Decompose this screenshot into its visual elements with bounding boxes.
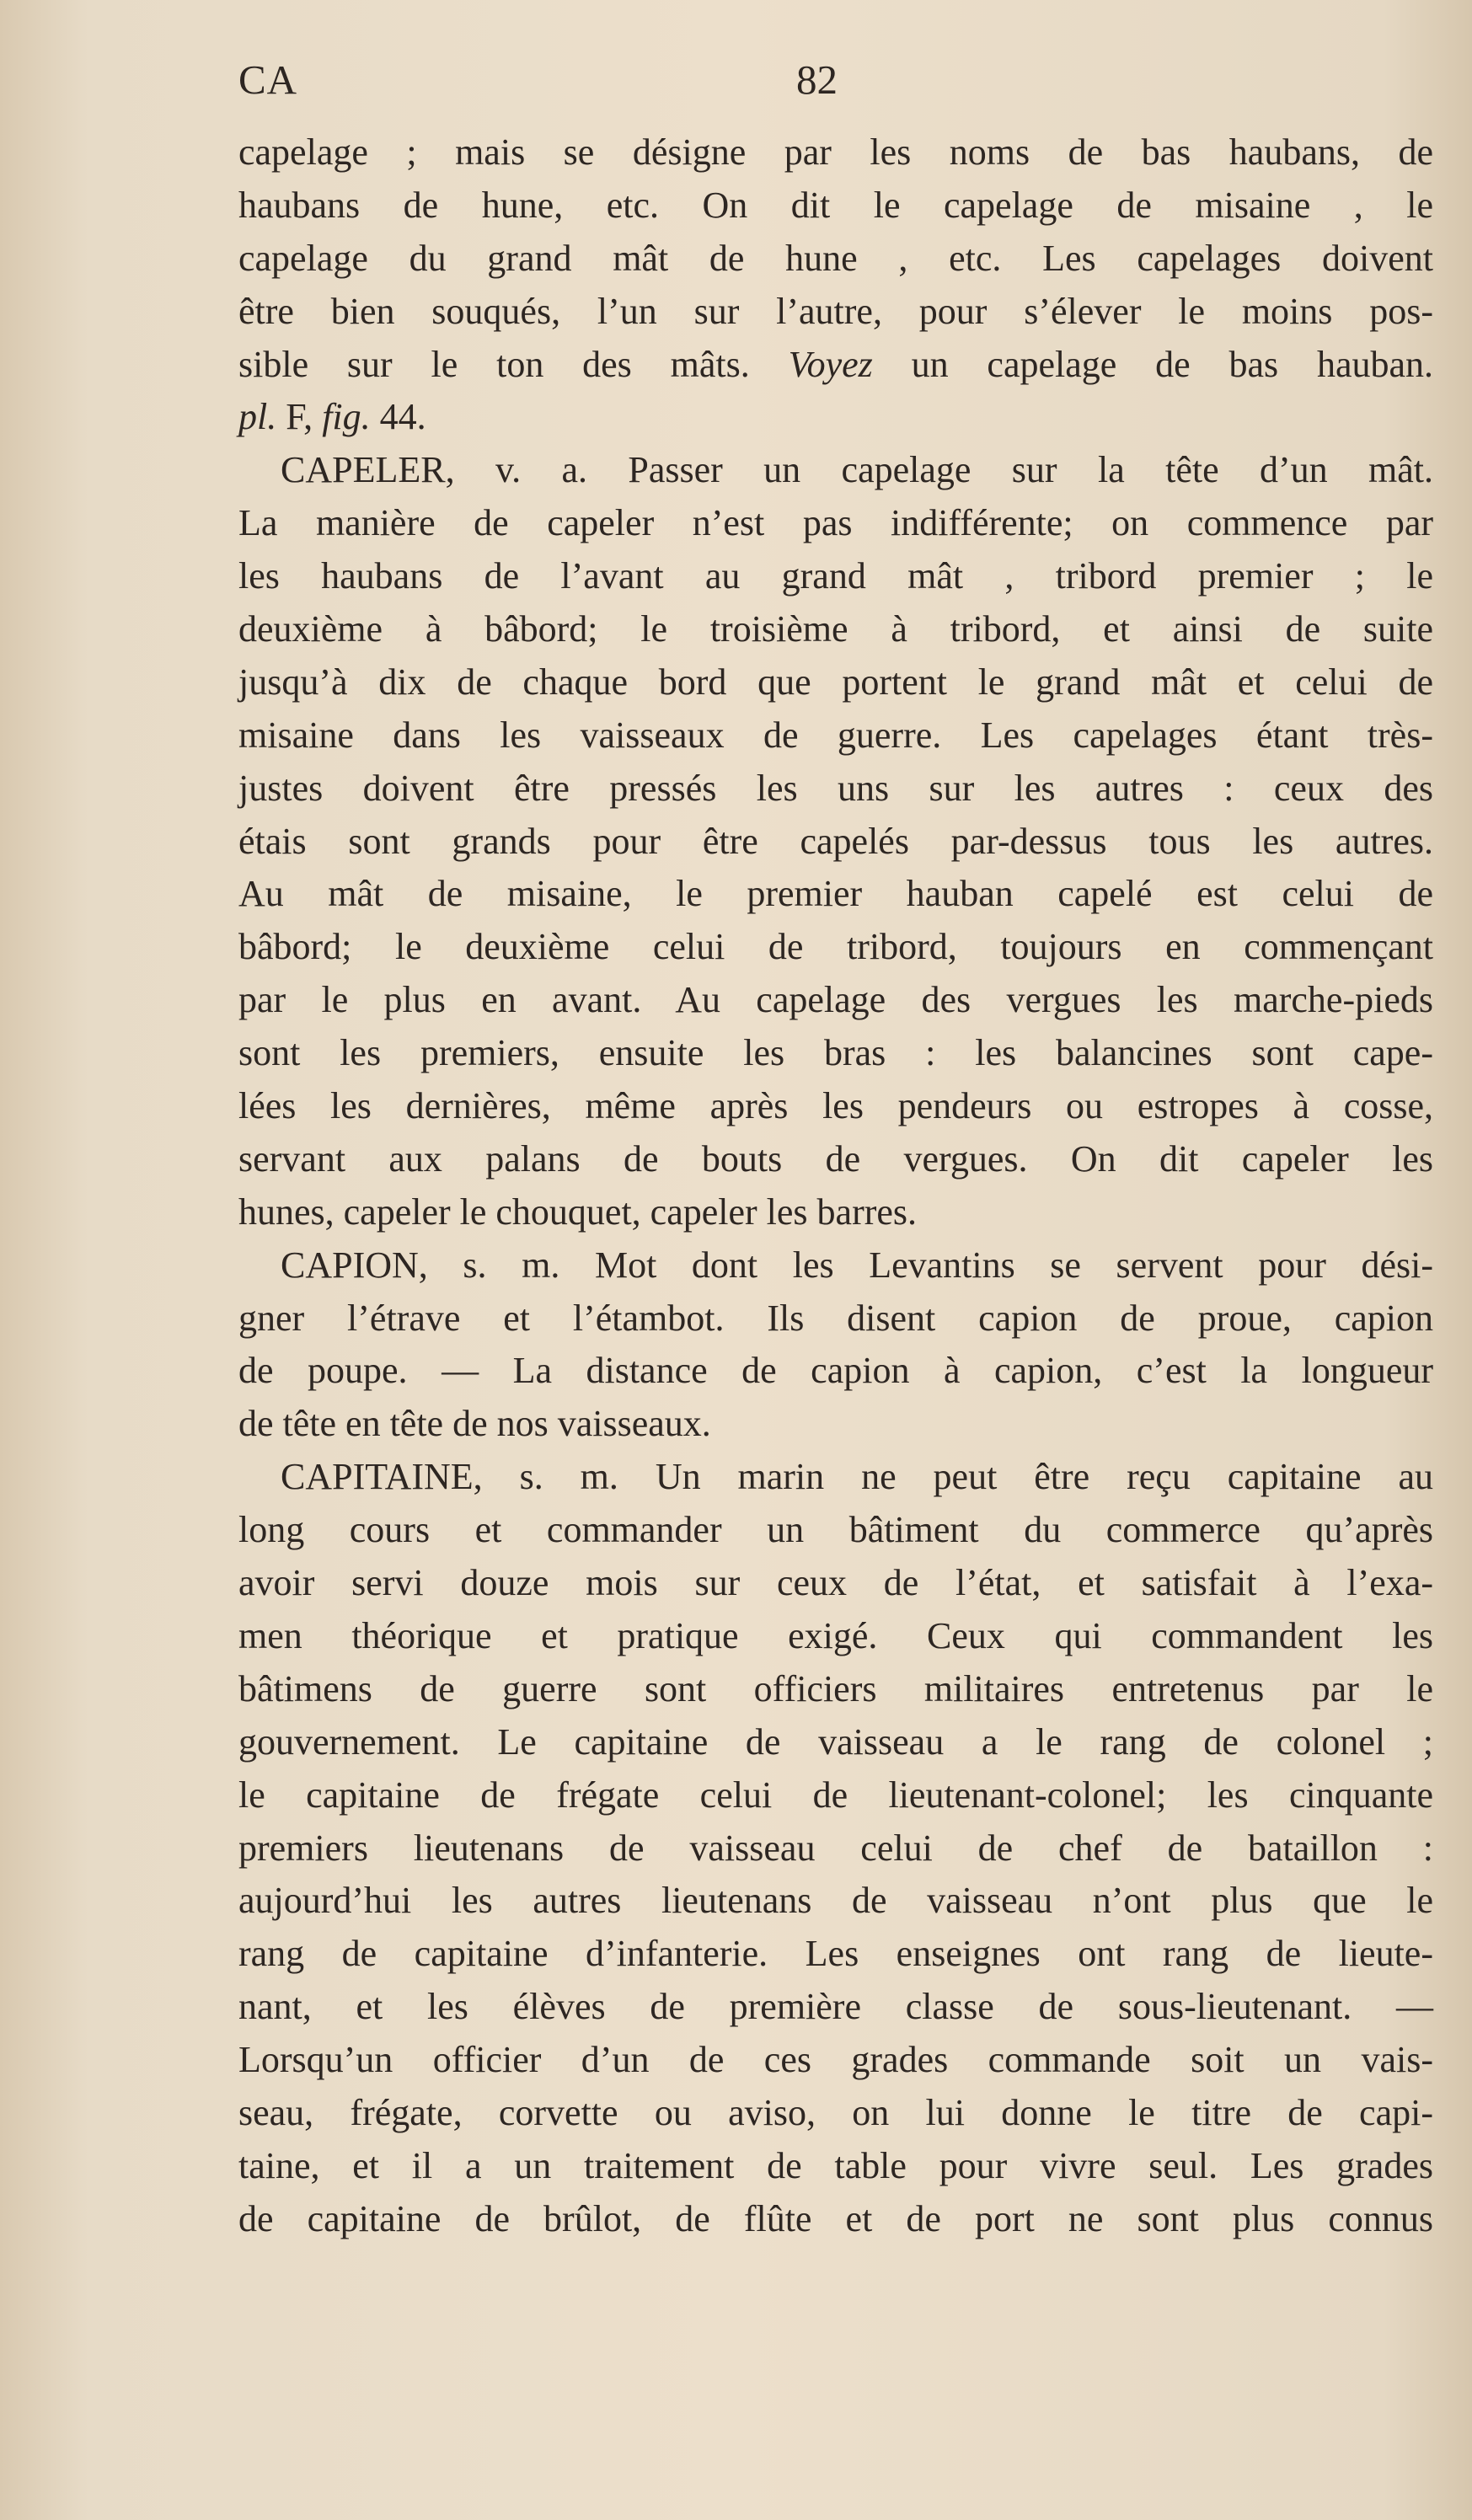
text-line: nant, et les élèves de première classe de sous-lieutenant. — xyxy=(238,1986,1433,2028)
text-line: capelage ; mais se désigne par les noms de bas haubans, de xyxy=(238,131,1433,173)
text-line: Lorsqu’un officier d’un de ces grades commande soit un vais- xyxy=(238,2039,1433,2081)
page-header xyxy=(238,56,1433,122)
text-line: capelage du grand mât de hune , etc. Les capelages doivent xyxy=(238,237,1433,279)
text-line: justes doivent être pressés les uns sur les autres : ceux des xyxy=(238,767,1433,809)
entry-heading-line: CAPELER, v. a. Passer un capelage sur la tête d’un mât. xyxy=(281,449,1433,491)
entry-heading-line: CAPITAINE, s. m. Un marin ne peut être reçu capitaine au xyxy=(281,1456,1433,1498)
text-line: le capitaine de frégate celui de lieutenant-colonel; les cinquante xyxy=(238,1774,1433,1816)
text-run: pl. xyxy=(238,396,277,438)
text-line: de poupe. — La distance de capion à capion, c’est la longueur xyxy=(238,1350,1433,1392)
text-line xyxy=(238,339,1433,392)
text-line: lées les dernières, même après les pendeurs ou estropes à cosse, xyxy=(238,1085,1433,1127)
text-line xyxy=(238,391,1433,444)
text-line: sont les premiers, ensuite les bras : les balancines sont cape- xyxy=(238,1032,1433,1074)
text-line: misaine dans les vaisseaux de guerre. Les capelages étant très- xyxy=(238,714,1433,756)
text-line: les haubans de l’avant au grand mât , tribord premier ; le xyxy=(238,555,1433,597)
page-number: 82 xyxy=(796,56,838,103)
text-line: par le plus en avant. Au capelage des vergues les marche-pieds xyxy=(238,979,1433,1021)
text-run: sible sur le ton des mâts. xyxy=(238,343,750,385)
text-line: de capitaine de brûlot, de flûte et de port ne sont plus connus xyxy=(238,2197,1433,2239)
text-line: gouvernement. Le capitaine de vaisseau a le rang de colonel ; xyxy=(238,1720,1433,1763)
text-line: rang de capitaine d’infanterie. Les enseignes ont rang de lieute- xyxy=(238,1933,1433,1975)
entry-heading-line: CAPION, s. m. Mot dont les Levantins se servent pour dési- xyxy=(281,1244,1433,1286)
text-line: bâbord; le deuxième celui de tribord, toujours en commençant xyxy=(238,926,1433,968)
running-head: CA xyxy=(238,56,298,103)
text-line: avoir servi douze mois sur ceux de l’état, et satisfait à l’exa- xyxy=(238,1562,1433,1604)
text-line: taine, et il a un traitement de table pour vivre seul. Les grades xyxy=(238,2144,1433,2186)
text-line: être bien souqués, l’un sur l’autre, pour s’élever le moins pos- xyxy=(238,290,1433,332)
text-run: F, xyxy=(286,396,313,438)
text-line: long cours et commander un bâtiment du commerce qu’après xyxy=(238,1509,1433,1551)
text-line: La manière de capeler n’est pas indifférente; on commence par xyxy=(238,502,1433,544)
text-line: premiers lieutenans de vaisseau celui de chef de bataillon : xyxy=(238,1827,1433,1869)
text-line: servant aux palans de bouts de vergues. On dit capeler les xyxy=(238,1137,1433,1180)
text-line: men théorique et pratique exigé. Ceux qui commandent les xyxy=(238,1614,1433,1656)
text-line: Au mât de misaine, le premier hauban capelé est celui de xyxy=(238,873,1433,915)
text-line: aujourd’hui les autres lieutenans de vaisseau n’ont plus que le xyxy=(238,1880,1433,1922)
text-run: Voyez xyxy=(788,343,873,385)
text-run: 44. xyxy=(379,396,426,438)
text-run: un capelage de bas hauban. xyxy=(911,343,1434,385)
text-line: étais sont grands pour être capelés par-dessus tous les autres. xyxy=(238,820,1433,862)
text-run: fig. xyxy=(322,396,371,438)
text-line: jusqu’à dix de chaque bord que portent le grand mât et celui de xyxy=(238,661,1433,703)
text-line: deuxième à bâbord; le troisième à tribord, et ainsi de suite xyxy=(238,608,1433,650)
text-line: hunes, capeler le chouquet, capeler les barres. xyxy=(238,1190,918,1233)
text-line: de tête en tête de nos vaisseaux. xyxy=(238,1403,711,1445)
text-line: bâtimens de guerre sont officiers militaires entretenus par le xyxy=(238,1667,1433,1709)
text-line: haubans de hune, etc. On dit le capelage de misaine , le xyxy=(238,184,1433,226)
text-line: seau, frégate, corvette ou aviso, on lui donne le titre de capi- xyxy=(238,2091,1433,2133)
body-text xyxy=(238,126,1433,2246)
text-line: gner l’étrave et l’étambot. Ils disent capion de proue, capion xyxy=(238,1297,1433,1339)
